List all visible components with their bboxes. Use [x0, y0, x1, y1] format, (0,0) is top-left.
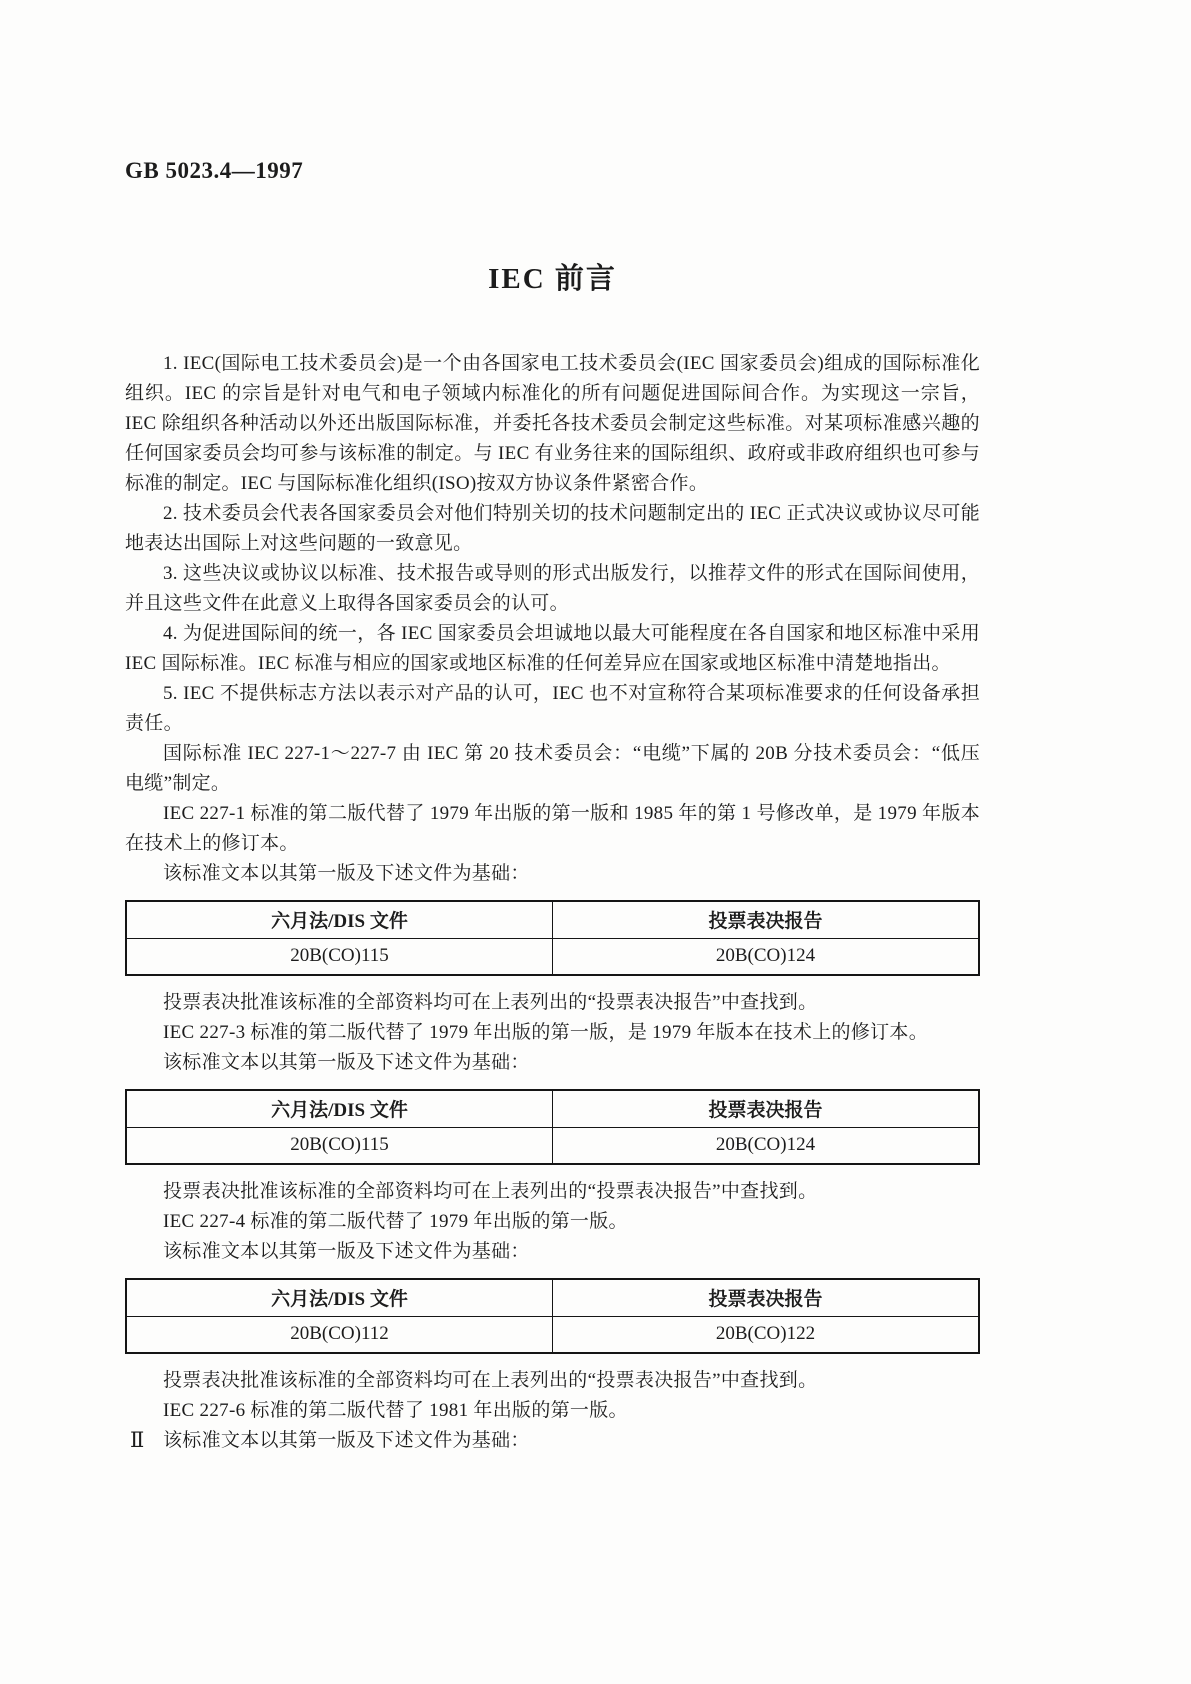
paragraph-voting-note-2: 投票表决批准该标准的全部资料均可在上表列出的“投票表决报告”中查找到。 — [163, 1181, 818, 1202]
table-cell: 20B(CO)122 — [553, 1316, 980, 1353]
table-row — [126, 1127, 979, 1164]
table-cell: 20B(CO)112 — [126, 1316, 553, 1353]
paragraph-iec-intro: 1. IEC(国际电工技术委员会)是一个由各国家电工技术委员会(IEC 国家委员会)组成的国际标准化组织。IEC 的宗旨是针对电气和电子领域内标准化的所有问题促进国际间合作。为实现这一宗旨，IEC 除组织各种活动以外还出版国际标准，并委托各技术委员会制定这些标准。对某项标准感兴趣的任何国家委员会均可参与该标准的制定。与 IEC 有业务往来的国际组织、政府或非政府组织也可参与标准的制定。IEC 与国际标准化组织(ISO)按双方协议条件紧密合作。 — [125, 353, 980, 494]
document-body — [125, 349, 980, 1456]
paragraph-voting-note-3: 投票表决批准该标准的全部资料均可在上表列出的“投票表决报告”中查找到。 — [163, 1370, 818, 1391]
paragraph-publications: 3. 这些决议或协议以标准、技术报告或导则的形式出版发行，以推荐文件的形式在国际间使用，并且这些文件在此意义上取得各国家委员会的认可。 — [125, 563, 980, 614]
paragraph-iec227-1: IEC 227-1 标准的第二版代替了 1979 年出版的第一版和 1985 年的第 1 号修改单，是 1979 年版本在技术上的修订本。 — [125, 803, 980, 854]
table-row — [126, 1316, 979, 1353]
table-header-cell: 投票表决报告 — [553, 1090, 980, 1127]
paragraph-basis-intro-3: 该标准文本以其第一版及下述文件为基础： — [163, 1241, 530, 1262]
paragraph-basis-intro-4: 该标准文本以其第一版及下述文件为基础： — [163, 1430, 530, 1451]
page-title: IEC 前言 — [488, 263, 617, 295]
page-number: Ⅱ — [130, 1428, 145, 1452]
basis-table-2 — [125, 1089, 980, 1165]
table-header-row — [126, 1279, 979, 1316]
paragraph-committees: 2. 技术委员会代表各国家委员会对他们特别关切的技术问题制定出的 IEC 正式决议或协议尽可能地表达出国际上对这些问题的一致意见。 — [125, 503, 980, 554]
paragraph-iec227-4: IEC 227-4 标准的第二版代替了 1979 年出版的第一版。 — [163, 1211, 628, 1232]
paragraph-voting-note-1: 投票表决批准该标准的全部资料均可在上表列出的“投票表决报告”中查找到。 — [163, 992, 818, 1013]
table-cell: 20B(CO)115 — [126, 938, 553, 975]
table-row — [126, 938, 979, 975]
table-header-row — [126, 1090, 979, 1127]
table-header-cell: 投票表决报告 — [553, 1279, 980, 1316]
basis-table-3 — [125, 1278, 980, 1354]
paragraph-national-standards: 4. 为促进国际间的统一，各 IEC 国家委员会坦诚地以最大可能程度在各自国家和地区标准中采用 IEC 国际标准。IEC 标准与相应的国家或地区标准的任何差异应在国家或地区标准中清楚地指出。 — [125, 623, 980, 674]
table-cell: 20B(CO)115 — [126, 1127, 553, 1164]
paragraph-no-marking: 5. IEC 不提供标志方法以表示对产品的认可，IEC 也不对宣称符合某项标准要求的任何设备承担责任。 — [125, 683, 980, 734]
doc-number: GB 5023.4—1997 — [125, 158, 304, 183]
paragraph-iec227-6: IEC 227-6 标准的第二版代替了 1981 年出版的第一版。 — [163, 1400, 628, 1421]
table-header-cell: 投票表决报告 — [553, 901, 980, 938]
table-cell: 20B(CO)124 — [553, 938, 980, 975]
basis-table-1 — [125, 900, 980, 976]
table-header-cell: 六月法/DIS 文件 — [126, 1090, 553, 1127]
paragraph-basis-intro-1: 该标准文本以其第一版及下述文件为基础： — [163, 863, 530, 884]
table-header-cell: 六月法/DIS 文件 — [126, 901, 553, 938]
paragraph-tc20-origin: 国际标准 IEC 227-1～227-7 由 IEC 第 20 技术委员会：“电缆”下属的 20B 分技术委员会：“低压电缆”制定。 — [125, 743, 980, 794]
table-cell: 20B(CO)124 — [553, 1127, 980, 1164]
paragraph-iec227-3: IEC 227-3 标准的第二版代替了 1979 年出版的第一版，是 1979 年版本在技术上的修订本。 — [163, 1022, 929, 1043]
table-header-cell: 六月法/DIS 文件 — [126, 1279, 553, 1316]
table-header-row — [126, 901, 979, 938]
paragraph-basis-intro-2: 该标准文本以其第一版及下述文件为基础： — [163, 1052, 530, 1073]
